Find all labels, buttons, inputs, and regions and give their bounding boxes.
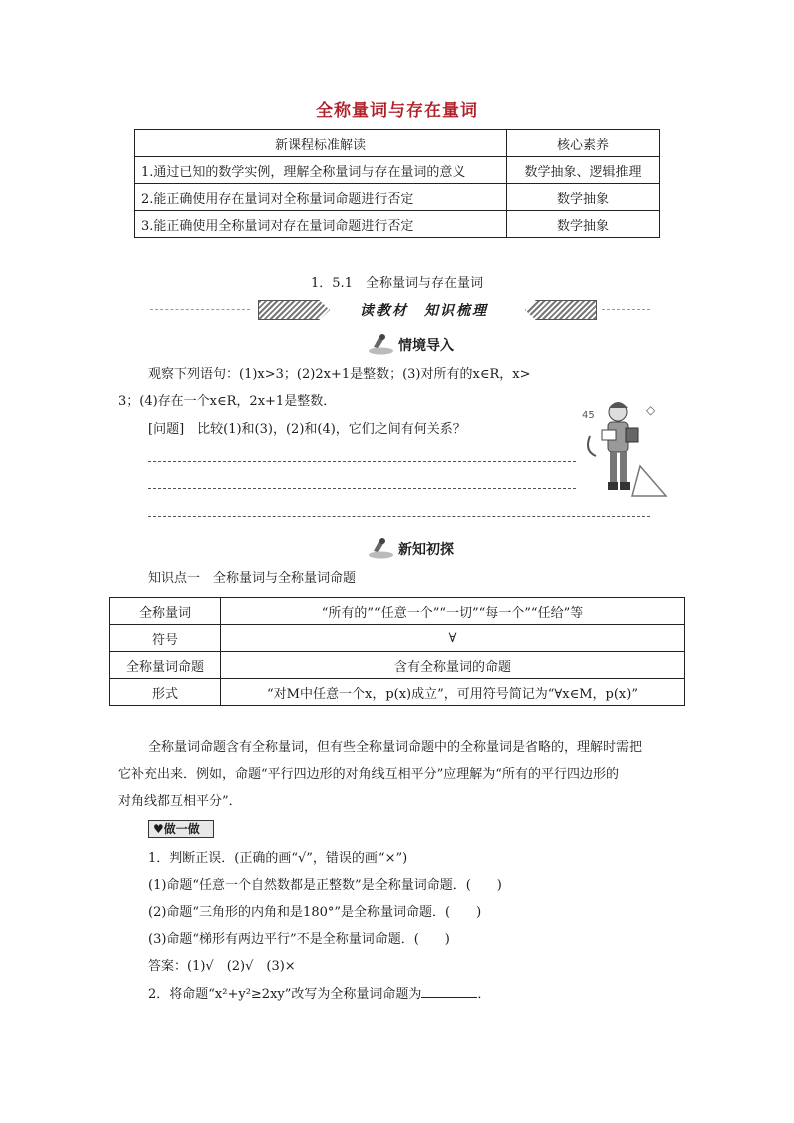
fill-in-blank[interactable] bbox=[421, 985, 477, 998]
table-cell: 全称量词命题 bbox=[110, 652, 221, 679]
explore-heading-text: 新知初探 bbox=[398, 542, 454, 558]
question-1: 1．判断正误．(正确的画“√”，错误的画“×”) bbox=[148, 851, 408, 866]
table-cell: 含有全称量词的命题 bbox=[221, 652, 685, 679]
lamp-icon bbox=[368, 537, 394, 559]
banner-dotted-line bbox=[602, 309, 650, 310]
standards-table bbox=[134, 129, 660, 238]
intro-heading-text: 情境导入 bbox=[398, 338, 454, 354]
table-cell: 符号 bbox=[110, 625, 221, 652]
banner-arrow-icon bbox=[525, 300, 597, 320]
table-row bbox=[135, 211, 660, 238]
banner-dotted-line bbox=[150, 309, 250, 310]
table-row bbox=[110, 625, 685, 652]
banner-text: 读教材 知识梳理 bbox=[360, 303, 488, 319]
table-cell: “对M中任意一个x，p(x)成立”，可用符号简记为“∀x∈M，p(x)” bbox=[221, 679, 685, 706]
lamp-icon bbox=[368, 333, 394, 355]
header-cell: 核心素养 bbox=[507, 130, 660, 157]
table-cell: 数学抽象、逻辑推理 bbox=[507, 157, 660, 184]
question-2-end: ． bbox=[477, 987, 491, 1002]
table-row bbox=[135, 184, 660, 211]
table-row bbox=[110, 652, 685, 679]
banner-arrow-icon bbox=[258, 300, 330, 320]
section-banner bbox=[150, 298, 650, 322]
question-2-text: 2．将命题“x²+y²≥2xy”改写为全称量词命题为 bbox=[148, 987, 422, 1002]
table-cell: “所有的”“任意一个”“一切”“每一个”“任给”等 bbox=[221, 598, 685, 625]
svg-text:◇: ◇ bbox=[646, 403, 656, 417]
header-cell: 新课程标准解读 bbox=[135, 130, 507, 157]
intro-line: 观察下列语句：(1)x>3；(2)2x+1是整数；(3)对所有的x∈R，x> bbox=[148, 367, 531, 382]
section-title: 1．5.1 全称量词与存在量词 bbox=[311, 276, 483, 291]
question-item: (1)命题“任意一个自然数都是正整数”是全称量词命题．( ) bbox=[148, 878, 502, 893]
table-cell: 数学抽象 bbox=[507, 211, 660, 238]
question-item: (2)命题“三角形的内角和是180°”是全称量词命题．( ) bbox=[148, 905, 482, 920]
definition-table bbox=[109, 597, 685, 706]
page-title: 全称量词与存在量词 bbox=[316, 101, 478, 121]
answer-line bbox=[148, 488, 576, 489]
practice-badge-text: 做一做 bbox=[163, 822, 200, 836]
paragraph-line: 全称量词命题含有全称量词，但有些全称量词命题中的全称量词是省略的，理解时需把 bbox=[148, 740, 643, 755]
intro-question: [问题] 比较(1)和(3)，(2)和(4)，它们之间有何关系？ bbox=[148, 422, 466, 437]
knowledge-point-title: 知识点一 全称量词与全称量词命题 bbox=[148, 571, 357, 586]
answer-text: 答案：(1)√ (2)√ (3)× bbox=[148, 959, 296, 974]
answer-line bbox=[148, 516, 650, 517]
table-cell: 1.通过已知的数学实例，理解全称量词与存在量词的意义 bbox=[135, 157, 507, 184]
table-cell: 3.能正确使用全称量词对存在量词命题进行否定 bbox=[135, 211, 507, 238]
paragraph-line: 对角线都互相平分”． bbox=[118, 794, 242, 809]
table-header-row bbox=[135, 130, 660, 157]
table-cell: 2.能正确使用存在量词对全称量词命题进行否定 bbox=[135, 184, 507, 211]
table-row bbox=[110, 598, 685, 625]
table-cell: ∀ bbox=[221, 625, 685, 652]
table-row bbox=[110, 679, 685, 706]
table-cell: 全称量词 bbox=[110, 598, 221, 625]
student-illustration bbox=[580, 396, 670, 506]
intro-line: 3；(4)存在一个x∈R，2x+1是整数． bbox=[118, 394, 337, 409]
table-row bbox=[135, 157, 660, 184]
paragraph-line: 它补充出来．例如，命题“平行四边形的对角线互相平分”应理解为“所有的平行四边形的 bbox=[118, 767, 619, 782]
table-cell: 数学抽象 bbox=[507, 184, 660, 211]
heart-icon: ♥ bbox=[153, 822, 164, 836]
answer-line bbox=[148, 461, 576, 462]
question-item: (3)命题“梯形有两边平行”不是全称量词命题．( ) bbox=[148, 932, 450, 947]
table-cell: 形式 bbox=[110, 679, 221, 706]
svg-text:45: 45 bbox=[582, 410, 595, 421]
practice-badge bbox=[148, 820, 214, 838]
question-2 bbox=[148, 983, 490, 1002]
